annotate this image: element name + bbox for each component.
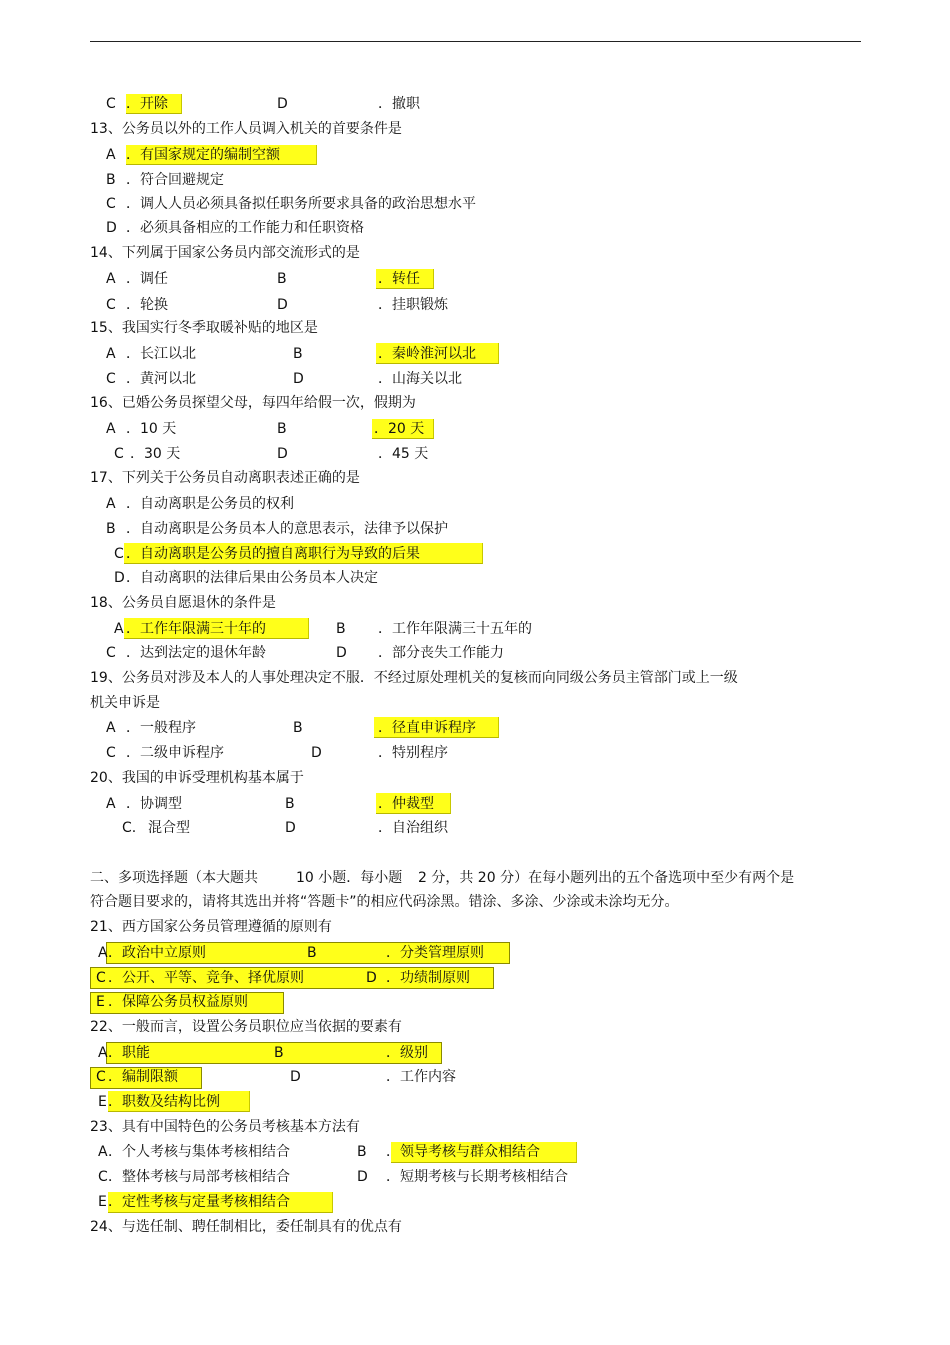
option-text: ．黄河以北 [126, 371, 196, 387]
option-letter: B [293, 346, 303, 362]
option-text: ．仲裁型 [378, 796, 434, 812]
option-text: ．轮换 [126, 297, 168, 313]
option-letter: B [277, 271, 287, 287]
option-letter: C [114, 446, 124, 462]
option-letter: B [285, 796, 295, 812]
option-letter: A [106, 421, 116, 437]
option-text: ．符合回避规定 [126, 172, 224, 188]
option-text: ．个人考核与集体考核相结合 [108, 1144, 290, 1160]
option-letter: B [274, 1045, 284, 1061]
option-letter: B [277, 421, 287, 437]
option-letter: A [106, 271, 116, 287]
option-text: 混合型 [148, 820, 190, 836]
question-13: 13、公务员以外的工作人员调入机关的首要条件是 [90, 121, 402, 137]
option-text: ．分类管理原则 [386, 945, 484, 961]
section-2-header: 二、多项选择题（本大题共 [90, 870, 258, 886]
option-text: ．政治中立原则 [108, 945, 206, 961]
option-text: ．径直申诉程序 [378, 720, 476, 736]
option-text: ．自动离职是公务员的擅自离职行为导致的后果 [126, 546, 420, 562]
option-text: ．定性考核与定量考核相结合 [108, 1194, 290, 1210]
option-letter: E [98, 1094, 107, 1110]
option-text: ．必须具备相应的工作能力和任职资格 [126, 220, 364, 236]
option-text: ．20 天 [374, 421, 425, 437]
option-letter: C [106, 196, 116, 212]
option-text: ．整体考核与局部考核相结合 [108, 1169, 290, 1185]
option-letter: D [366, 970, 377, 986]
option-letter: D [311, 745, 322, 761]
header-rule [90, 41, 861, 42]
option-letter: A [98, 945, 108, 961]
question-22: 22、一般而言，设置公务员职位应当依据的要素有 [90, 1019, 402, 1035]
option-text: ．自动离职是公务员的权利 [126, 496, 294, 512]
option-text: ．级别 [386, 1045, 428, 1061]
option-letter: A [114, 621, 124, 637]
option-letter: A [106, 496, 116, 512]
option-letter: C [106, 297, 116, 313]
option-letter: D [290, 1069, 301, 1085]
option-text: ．职数及结构比例 [108, 1094, 220, 1110]
option-letter: E [96, 994, 105, 1010]
option-text: ．自动离职是公务员本人的意思表示，法律予以保护 [126, 521, 448, 537]
question-14: 14、下列属于国家公务员内部交流形式的是 [90, 245, 360, 261]
option-letter: B [293, 720, 303, 736]
question-16: 16、已婚公务员探望父母，每四年给假一次，假期为 [90, 395, 416, 411]
option-text: ．编制限额 [108, 1069, 178, 1085]
option-letter: C [106, 371, 116, 387]
option-text: ．长江以北 [126, 346, 196, 362]
question-19: 19、公务员对涉及本人的人事处理决定不服．不经过原处理机关的复核而向同级公务员主管部门或上一级 [90, 670, 738, 686]
question-15: 15、我国实行冬季取暖补贴的地区是 [90, 320, 318, 336]
option-letter: D [277, 96, 288, 112]
option-text: ．山海关以北 [378, 371, 462, 387]
option-text: ．功绩制原则 [386, 970, 470, 986]
option-text: ．自动离职的法律后果由公务员本人决定 [126, 570, 378, 586]
option-letter: A [106, 147, 116, 163]
question-19-cont: 机关申诉是 [90, 695, 160, 711]
option-text: ．撤职 [378, 96, 420, 112]
option-text: ．公开、平等、竞争、择优原则 [108, 970, 304, 986]
option-text: ．特别程序 [378, 745, 448, 761]
option-text: ．二级申诉程序 [126, 745, 224, 761]
option-letter: D [336, 645, 347, 661]
option-letter: B [357, 1144, 367, 1160]
option-letter: D [277, 446, 288, 462]
option-text: ．开除 [126, 96, 168, 112]
option-text: ．10 天 [126, 421, 177, 437]
option-text: ．转任 [378, 271, 420, 287]
question-21: 21、西方国家公务员管理遵循的原则有 [90, 919, 332, 935]
option-letter: A [106, 720, 116, 736]
option-letter: A [106, 346, 116, 362]
option-letter: C [106, 745, 116, 761]
option-text: ．职能 [108, 1045, 150, 1061]
option-text: ．调任 [126, 271, 168, 287]
option-letter: B [336, 621, 346, 637]
option-letter: E [98, 1194, 107, 1210]
option-letter: B [106, 521, 116, 537]
option-letter: A [98, 1045, 108, 1061]
option-text: ．30 天 [130, 446, 181, 462]
option-letter: D [293, 371, 304, 387]
option-letter: D [106, 220, 117, 236]
option-letter: D [357, 1169, 368, 1185]
option-text: ．45 天 [378, 446, 429, 462]
option-letter: A [98, 1144, 108, 1160]
option-text: ．自治组织 [378, 820, 448, 836]
option-text: ．达到法定的退休年龄 [126, 645, 266, 661]
option-letter: D [285, 820, 296, 836]
option-letter: B [307, 945, 317, 961]
option-text: ．有国家规定的编制空额 [126, 147, 280, 163]
question-20: 20、我国的申诉受理机构基本属于 [90, 770, 304, 786]
question-23: 23、具有中国特色的公务员考核基本方法有 [90, 1119, 360, 1135]
option-letter: C. [122, 820, 137, 836]
option-letter: C [106, 645, 116, 661]
question-24: 24、与选任制、聘任制相比，委任制具有的优点有 [90, 1219, 402, 1235]
option-letter: B [106, 172, 116, 188]
option-letter: C [114, 546, 124, 562]
section-2-header: 10 小题．每小题 [296, 870, 403, 886]
question-18: 18、公务员自愿退休的条件是 [90, 595, 276, 611]
option-text: ．短期考核与长期考核相结合 [386, 1169, 568, 1185]
option-text: ．部分丧失工作能力 [378, 645, 504, 661]
option-letter: D [114, 570, 125, 586]
section-2-header-cont: 符合题目要求的，请将其选出并将“答题卡”的相应代码涂黑。错涂、多涂、少涂或未涂均无分。 [90, 894, 679, 910]
option-text: ．一般程序 [126, 720, 196, 736]
option-letter: D [277, 297, 288, 313]
option-text: ．工作年限满三十年的 [126, 621, 266, 637]
option-text: ．协调型 [126, 796, 182, 812]
option-text: ．秦岭淮河以北 [378, 346, 476, 362]
option-text: ．领导考核与群众相结合 [386, 1144, 540, 1160]
option-letter: C [98, 1169, 108, 1185]
option-letter: C [96, 1069, 106, 1085]
option-text: ．工作年限满三十五年的 [378, 621, 532, 637]
option-letter: C [106, 96, 116, 112]
section-2-header: 2 分，共 20 分）在每小题列出的五个备选项中至少有两个是 [418, 870, 795, 886]
option-letter: C [96, 970, 106, 986]
option-text: ．调人人员必须具备拟任职务所要求具备的政治思想水平 [126, 196, 476, 212]
question-17: 17、下列关于公务员自动离职表述正确的是 [90, 470, 360, 486]
option-text: ．挂职锻炼 [378, 297, 448, 313]
option-letter: A [106, 796, 116, 812]
option-text: ．工作内容 [386, 1069, 456, 1085]
option-text: ．保障公务员权益原则 [108, 994, 248, 1010]
